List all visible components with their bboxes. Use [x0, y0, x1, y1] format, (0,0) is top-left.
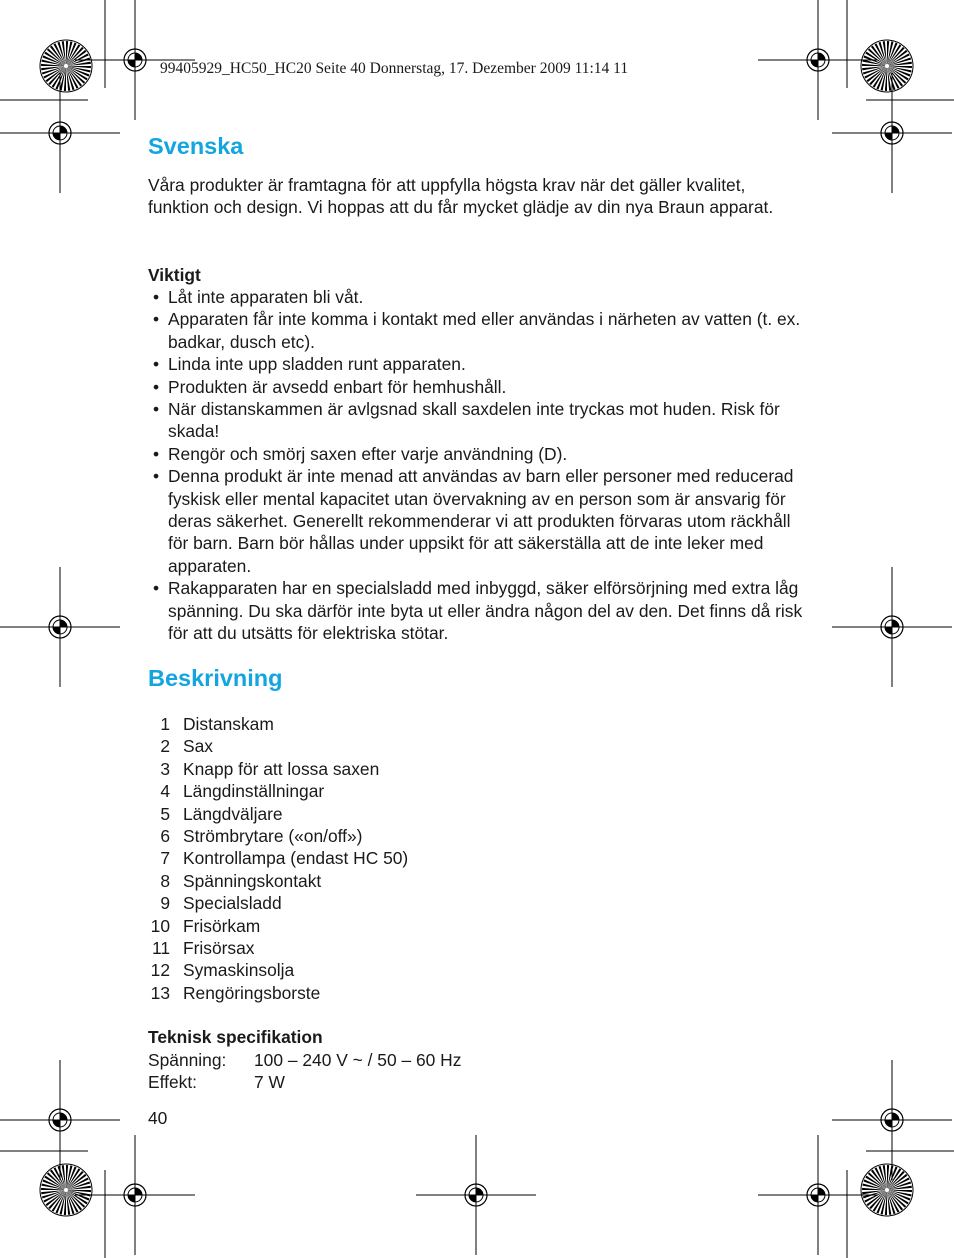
registration-mark-icon	[832, 567, 952, 687]
registration-mark-icon	[758, 0, 878, 120]
print-header-line: 99405929_HC50_HC20 Seite 40 Donnerstag, 17. Dezember 2009 11:14 11	[160, 60, 629, 77]
bullet-item: • Låt inte apparaten bli våt.	[148, 286, 808, 308]
parts-list-item: 13 Rengöringsborste	[150, 982, 321, 1003]
section-title-beskrivning: Beskrivning	[148, 665, 283, 691]
bullet-item: • Rakapparaten har en specialsladd med inbyggd, säker elförsörjning med extra låg spänning. Du ska därför inte byta ut eller ändra någon del av den. Det finns då risk för att du utsätts för elektriska stötar.	[148, 577, 808, 644]
specs-table	[148, 1049, 461, 1094]
parts-list-item: 3 Knapp för att lossa saxen	[160, 758, 380, 779]
bullet-item: • När distanskammen är avlgsnad skall saxdelen inte tryckas mot huden. Risk för skada!	[148, 398, 808, 443]
parts-list-item: 12 Symaskinsolja	[150, 960, 295, 981]
registration-mark-icon	[758, 1135, 878, 1255]
parts-list-item: 10 Frisörkam	[150, 915, 261, 936]
parts-list-item: 11 Frisörsax	[151, 938, 255, 959]
starburst-mark-icon	[40, 1164, 92, 1216]
registration-mark-icon	[0, 73, 120, 193]
registration-mark-icon	[75, 1135, 195, 1255]
registration-mark-icon	[416, 1135, 536, 1255]
section-title-svenska: Svenska	[148, 133, 244, 159]
bullet-item: • Rengör och smörj saxen efter varje användning (D).	[148, 443, 808, 465]
parts-list-item: 9 Specialsladd	[160, 893, 282, 914]
parts-list-item: 4 Längdinställningar	[160, 781, 325, 802]
registration-mark-icon	[832, 1060, 952, 1180]
registration-mark-icon	[0, 1060, 120, 1180]
parts-list-item: 7 Kontrollampa (endast HC 50)	[160, 848, 409, 869]
starburst-mark-icon	[861, 40, 913, 92]
bullet-item: • Apparaten får inte komma i kontakt med eller användas i närheten av vatten (t. ex. badkar, dusch etc).	[148, 308, 808, 353]
intro-paragraph: Våra produkter är framtagna för att uppfylla högsta krav när det gäller kvalitet, funktion och design. Vi hoppas att du får mycket glädje av din nya Braun apparat.	[148, 175, 774, 218]
parts-list-item: 5 Längdväljare	[160, 803, 283, 824]
specs-heading: Teknisk specifikation	[148, 1027, 323, 1047]
specs-row: Effekt: 7 W	[148, 1072, 285, 1093]
registration-mark-icon	[832, 73, 952, 193]
starburst-mark-icon	[40, 40, 92, 92]
parts-list-item: 6 Strömbrytare («on/off»)	[160, 826, 363, 847]
parts-list	[148, 713, 408, 1004]
bullet-item: • Produkten är avsedd enbart för hemhushåll.	[148, 376, 808, 398]
registration-mark-icon	[0, 567, 120, 687]
parts-list-item: 1 Distanskam	[160, 714, 274, 734]
parts-list-item: 8 Spänningskontakt	[160, 870, 322, 891]
bullet-item: • Denna produkt är inte menad att användas av barn eller personer med reducerad fyskisk eller mental kapacitet utan övervakning av en person som är ansvarig för deras säkerhet. Generellt rekommenderar vi att produkten förvaras utom räckhåll för barn. Barn bör hållas under uppsikt för att säkerställa att de inte leker med apparaten.	[148, 465, 808, 577]
important-heading: Viktigt	[148, 265, 201, 285]
page-number: 40	[148, 1108, 168, 1128]
starburst-mark-icon	[861, 1164, 913, 1216]
parts-list-item: 2 Sax	[160, 736, 213, 757]
bullet-item: • Linda inte upp sladden runt apparaten.	[148, 353, 808, 375]
specs-row: Spänning: 100 – 240 V ~ / 50 – 60 Hz	[148, 1050, 462, 1070]
safety-bullet-list	[148, 286, 808, 645]
